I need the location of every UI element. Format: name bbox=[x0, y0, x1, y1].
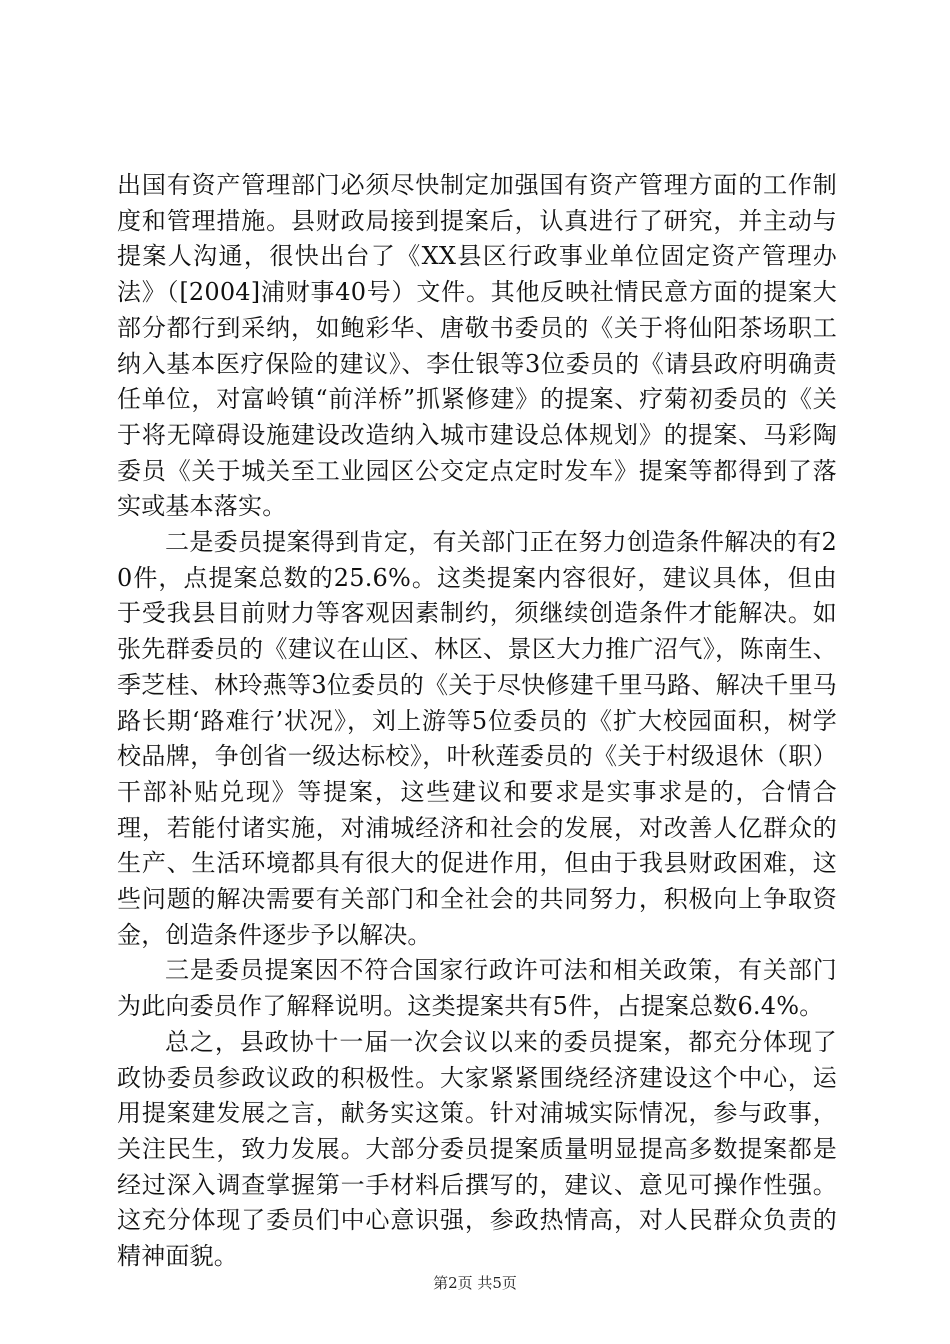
paragraph-summary: 总之，县政协十一届一次会议以来的委员提案，都充分体现了政协委员参政议政的积极性。大家紧紧围绕经济建设这个中心，运用提案建发展之言，献务实这策。针对浦城实际情况，参与政事，关注民生，致力发展。大部分委员提案质量明显提高多数提案都是经过深入调查掌握第一手材料后撰写的，建议、意见可操作性强。这充分体现了委员们中心意识强，参政热情高，对人民群众负责的精神面貌。 bbox=[117, 1027, 837, 1271]
page-number-footer: 第2页 共5页 bbox=[433, 1274, 517, 1292]
paragraph-continuation: 出国有资产管理部门必须尽快制定加强国有资产管理方面的工作制度和管理措施。县财政局接到提案后，认真进行了研究，并主动与提案人沟通，很快出台了《XX县区行政事业单位固定资产管理办法》（[2004]浦财事40号）文件。其他反映社情民意方面的提案大部分都行到采纳，如鲍彩华、唐敬书委员的《关于将仙阳茶场职工纳入基本医疗保险的建议》、李仕银等3位委员的《请县政府明确责任单位，对富岭镇“前洋桥”抓紧修建》的提案、疗菊初委员的《关于将无障碍设施建设改造纳入城市建设总体规划》的提案、马彩陶委员《关于城关至工业园区公交定点定时发车》提案等都得到了落实或基本落实。 bbox=[117, 171, 837, 521]
paragraph-point-two: 二是委员提案得到肯定，有关部门正在努力创造条件解决的有20件，点提案总数的25.6%。这类提案内容很好，建议具体，但由于受我县目前财力等客观因素制约，须继续创造条件才能解决。如张先群委员的《建议在山区、林区、景区大力推广沼气》，陈南生、季芝桂、林玲燕等3位委员的《关于尽快修建千里马路、解决千里马路长期‘路难行’状况》，刘上游等5位委员的《扩大校园面积，树学校品牌，争创省一级达标校》，叶秋莲委员的《关于村级退休（职）干部补贴兑现》等提案，这些建议和要求是实事求是的，合情合理，若能付诸实施，对浦城经济和社会的发展，对改善人亿群众的生产、生活环境都具有很大的促进作用，但由于我县财政困难，这些问题的解决需要有关部门和全社会的共同努力，积极向上争取资金，创造条件逐步予以解决。 bbox=[117, 528, 837, 949]
document-body bbox=[117, 168, 837, 1275]
paragraph-point-three: 三是委员提案因不符合国家行政许可法和相关政策，有关部门为此向委员作了解释说明。这类提案共有5件，占提案总数6.4%。 bbox=[117, 956, 837, 1021]
